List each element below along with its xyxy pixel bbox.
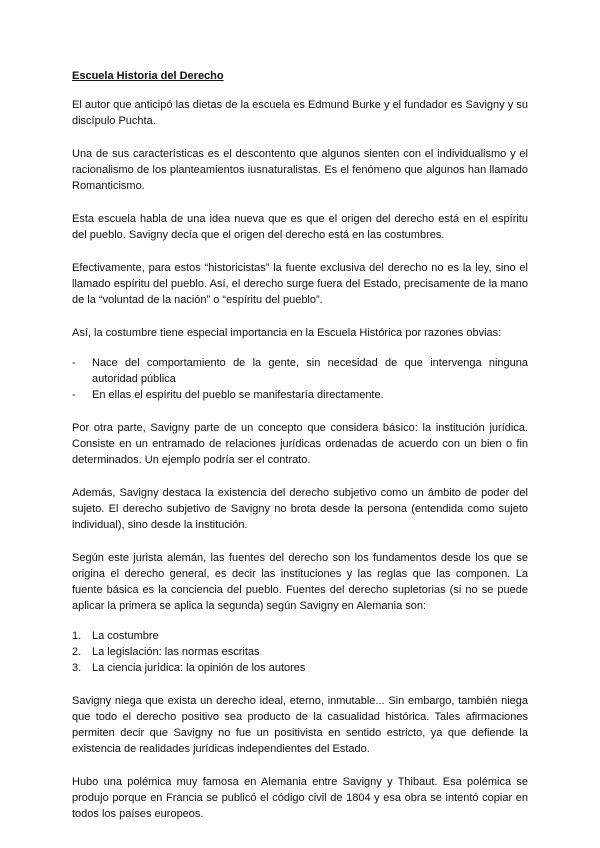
dash-list (72, 355, 528, 403)
list-item-text: En ellas el espíritu del pueblo se manifestaría directamente. (92, 389, 384, 401)
paragraph-positivism: Savigny niega que exista un derecho ideal, eterno, inmutable... Sin embargo, también niega que todo el derecho positivo sea producto de la casualidad histórica. Tales afirmaciones permiten decir que Savigny no fue un positivista en sentido estricto, ya que defiende la existencia de realidades jurídicas independientes del Estado. (72, 695, 528, 755)
list-item-text: La costumbre (92, 630, 159, 642)
list-item-text: Nace del comportamiento de la gente, sin necesidad de que intervenga ninguna autoridad pública (92, 357, 528, 385)
list-item (72, 660, 528, 676)
paragraph-founders: El autor que anticipó las dietas de la escuela es Edmund Burke y el fundador es Savigny y su discípulo Puchta. (72, 99, 528, 127)
document-title: Escuela Historia del Derecho (72, 70, 224, 82)
paragraph-historicists: Efectivamente, para estos “historicistas” la fuente exclusiva del derecho no es la ley, sino el llamado espíritu del pueblo. Así, el derecho surge fuera del Estado, precisamente de la mano de la “voluntad de la nación” o “espíritu del pueblo”. (72, 262, 528, 306)
dash-bullet: - (72, 389, 76, 401)
list-number: 3. (72, 662, 82, 674)
list-item (72, 387, 528, 403)
paragraph-subjective-right: Además, Savigny destaca la existencia del derecho subjetivo como un ámbito de poder del sujeto. El derecho subjetivo de Savigny no brota desde la persona (entendida como sujeto individual), sino desde la institución. (72, 487, 528, 531)
paragraph-thibaut-polemic: Hubo una polémica muy famosa en Alemania entre Savigny y Thibaut. Esa polémica se produjo porque en Francia se publicó el código civil de 1804 y esa obra se intentó copiar en todos los países europeos. (72, 776, 528, 820)
dash-bullet: - (72, 357, 76, 369)
paragraph-institution: Por otra parte, Savigny parte de un concepto que considera básico: la institución jurídica. Consiste en un entramado de relaciones jurídicas ordenadas de acuerdo con un bien o fin determinados. Un ejemplo podría ser el contrato. (72, 422, 528, 466)
list-number: 2. (72, 646, 82, 658)
paragraph-sources: Según este jurista alemán, las fuentes del derecho son los fundamentos desde los que se origina el derecho general, es decir las instituciones y las reglas que las componen. La fuente básica es la conciencia del pueblo. Fuentes del derecho supletorias (si no se puede aplicar la primera se aplica la segunda) según Savigny en Alemania son: (72, 552, 528, 612)
document-page (72, 68, 528, 839)
list-number: 1. (72, 630, 82, 642)
numbered-list (72, 628, 528, 676)
list-item-text: La legislación: las normas escritas (92, 646, 260, 658)
paragraph-characteristics: Una de sus características es el descontento que algunos sienten con el individualismo y el racionalismo de los planteamientos iusnaturalistas. Es el fenómeno que algunos han llamado Romanticismo. (72, 148, 528, 192)
paragraph-custom-importance: Así, la costumbre tiene especial importancia en la Escuela Histórica por razones obvias: (72, 327, 502, 339)
list-item-text: La ciencia jurídica: la opinión de los autores (92, 662, 306, 674)
list-item (72, 628, 528, 644)
list-item (72, 644, 528, 660)
list-item (72, 355, 528, 387)
paragraph-origin: Esta escuela habla de una idea nueva que es que el origen del derecho está en el espíritu del pueblo. Savigny decía que el origen del derecho está en las costumbres. (72, 213, 528, 241)
